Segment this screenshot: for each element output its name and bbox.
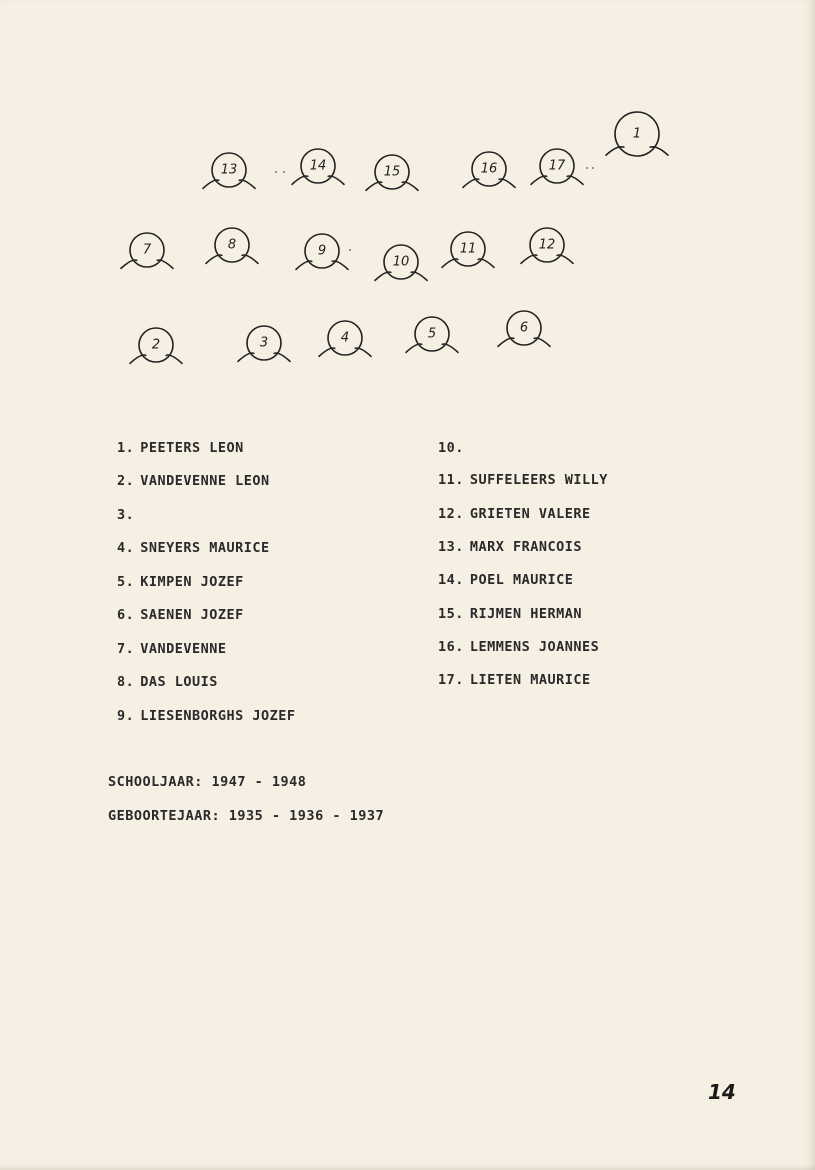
list-item — [438, 506, 591, 522]
list-item-name: DAS LOUIS — [140, 674, 218, 690]
seat-number-label: 16 — [480, 161, 498, 177]
seat-number-label: 12 — [538, 237, 556, 253]
geboortejaar-line: GEBOORTEJAAR: 1935 - 1936 - 1937 — [108, 808, 385, 824]
seat-number-label: 3 — [259, 335, 269, 351]
list-item — [438, 472, 608, 488]
seat-number-label: 5 — [427, 326, 437, 342]
seat-number-label: 9 — [317, 243, 327, 259]
list-item-number: 9. — [117, 708, 135, 724]
list-item-name: KIMPEN JOZEF — [140, 574, 244, 590]
seat-number-label: 4 — [340, 330, 350, 346]
list-item-name: VANDEVENNE — [140, 641, 227, 657]
list-item — [438, 539, 582, 555]
seat-marker — [121, 233, 173, 268]
list-item-number: 6. — [117, 607, 135, 623]
stray-dot — [349, 249, 351, 251]
list-item — [117, 574, 244, 590]
list-item-name: PEETERS LEON — [140, 440, 244, 456]
seat-number-label: 2 — [151, 337, 161, 353]
seat-number-label: 10 — [392, 254, 410, 270]
seat-number-label: 6 — [519, 320, 529, 336]
list-item-name: LIESENBORGHS JOZEF — [140, 708, 296, 724]
list-item-number: 7. — [117, 641, 135, 657]
list-item — [117, 473, 270, 489]
seat-marker — [498, 311, 550, 346]
list-item-number: 5. — [117, 574, 135, 590]
seat-marker — [406, 317, 458, 352]
seat-marker — [606, 112, 668, 156]
list-item — [438, 440, 470, 456]
list-item — [438, 672, 591, 688]
seat-marker — [366, 155, 418, 190]
list-item-number: 1. — [117, 440, 135, 456]
list-item-number: 3. — [117, 507, 135, 523]
list-item-name: MARX FRANCOIS — [469, 539, 583, 555]
list-item — [438, 606, 582, 622]
list-item-name: LIETEN MAURICE — [469, 672, 591, 688]
list-item-number: 10. — [438, 440, 464, 456]
seat-marker — [463, 152, 515, 187]
list-item-name: VANDEVENNE LEON — [140, 473, 270, 489]
seat-number-label: 15 — [383, 164, 401, 180]
list-item-number: 14. — [438, 572, 464, 588]
seat-number-label: 14 — [309, 158, 327, 174]
seat-marker — [206, 228, 258, 263]
list-item-number: 12. — [438, 506, 464, 522]
list-item-number: 13. — [438, 539, 464, 555]
list-item-name: POEL MAURICE — [469, 572, 574, 588]
list-item — [117, 641, 227, 657]
seat-marker — [521, 228, 573, 263]
list-item-name: SNEYERS MAURICE — [140, 540, 270, 556]
stray-dot — [275, 171, 277, 173]
seating-diagram — [0, 0, 815, 400]
seat-number-label: 13 — [220, 162, 238, 178]
seat-shoulders — [606, 147, 668, 155]
seat-marker — [375, 245, 427, 280]
seat-marker — [319, 321, 371, 356]
list-item-number: 17. — [438, 672, 464, 688]
list-item — [438, 572, 573, 588]
seat-marker — [442, 232, 494, 267]
list-item-number: 2. — [117, 473, 135, 489]
seat-number-label: 17 — [548, 158, 566, 174]
list-item — [117, 540, 270, 556]
list-item — [117, 507, 140, 523]
list-item-name: GRIETEN VALERE — [469, 506, 591, 522]
list-item — [438, 639, 599, 655]
page-number: 14 — [708, 1080, 736, 1104]
list-item-name: SUFFELEERS WILLY — [469, 472, 608, 488]
seat-marker — [203, 153, 255, 188]
seat-number-label: 1 — [632, 126, 642, 142]
seat-number-label: 7 — [142, 242, 152, 258]
seat-marker — [130, 328, 182, 363]
list-item-name: SAENEN JOZEF — [140, 607, 244, 623]
list-item-name: RIJMEN HERMAN — [469, 606, 583, 622]
list-item — [117, 607, 244, 623]
list-item — [117, 440, 244, 456]
stray-dot — [592, 167, 594, 169]
list-item-number: 15. — [438, 606, 464, 622]
seat-marker — [531, 149, 583, 184]
seat-number-label: 8 — [227, 237, 237, 253]
seat-marker — [292, 149, 344, 184]
schooljaar-line: SCHOOLJAAR: 1947 - 1948 — [108, 774, 307, 790]
list-item — [117, 674, 218, 690]
seat-marker — [238, 326, 290, 361]
list-item-name: LEMMENS JOANNES — [469, 639, 600, 655]
list-item-number: 8. — [117, 674, 135, 690]
list-item-number: 16. — [438, 639, 464, 655]
stray-dot — [586, 167, 588, 169]
list-item-number: 4. — [117, 540, 135, 556]
seat-number-label: 11 — [459, 241, 477, 257]
seat-marker — [296, 234, 348, 269]
stray-dot — [283, 171, 285, 173]
list-item-number: 11. — [438, 472, 464, 488]
list-item — [117, 708, 296, 724]
